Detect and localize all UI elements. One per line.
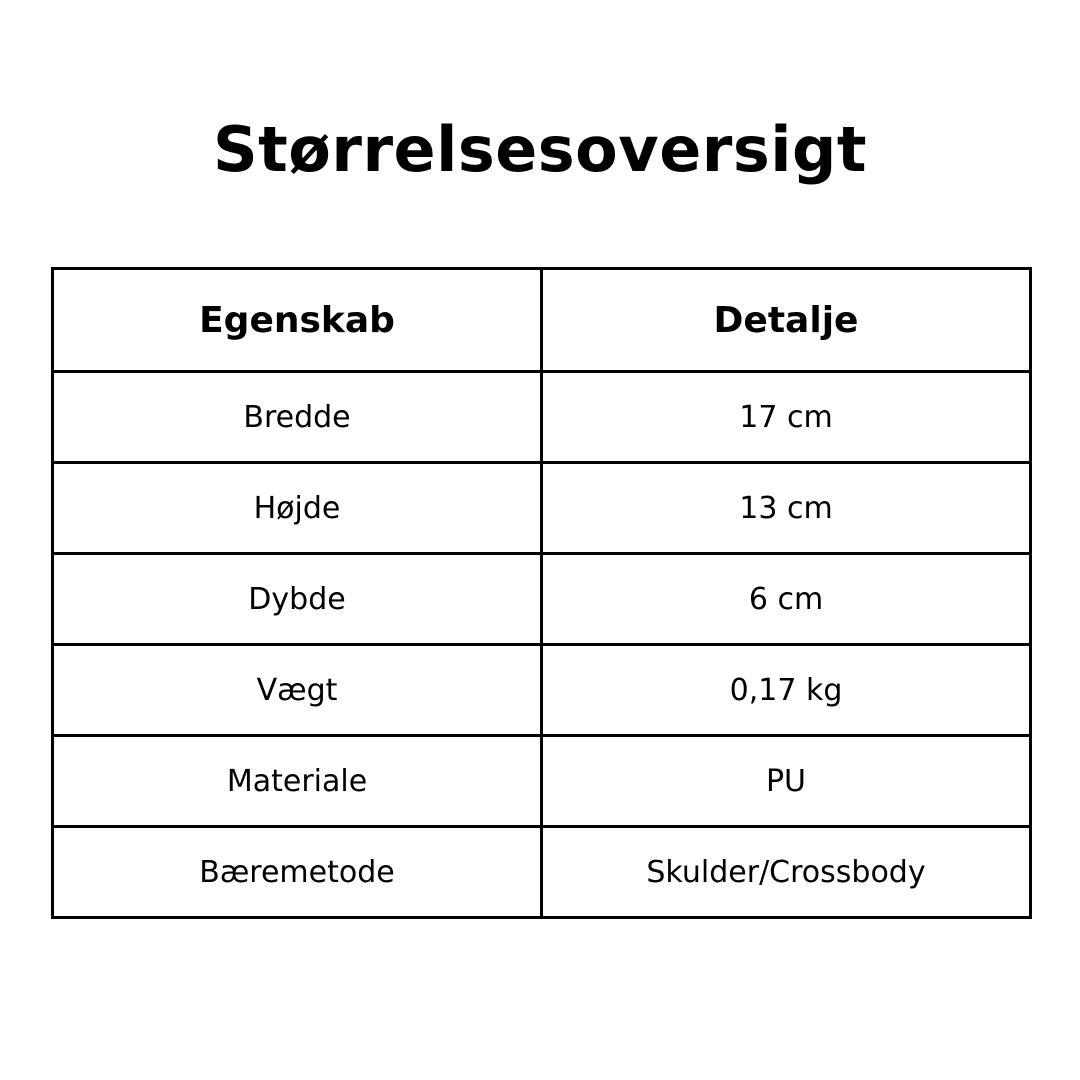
property-cell: Vægt: [53, 645, 542, 736]
size-table: [51, 267, 1032, 919]
property-cell: Bæremetode: [53, 827, 542, 918]
table-row: [53, 736, 1031, 827]
property-cell: Bredde: [53, 372, 542, 463]
detail-cell: PU: [542, 736, 1031, 827]
property-cell: Dybde: [53, 554, 542, 645]
table-row: [53, 554, 1031, 645]
column-header-detail: Detalje: [542, 269, 1031, 372]
table-row: [53, 827, 1031, 918]
table-row: [53, 463, 1031, 554]
detail-cell: 17 cm: [542, 372, 1031, 463]
table-header-row: [53, 269, 1031, 372]
property-cell: Højde: [53, 463, 542, 554]
property-cell: Materiale: [53, 736, 542, 827]
detail-cell: 6 cm: [542, 554, 1031, 645]
table-row: [53, 372, 1031, 463]
detail-cell: 0,17 kg: [542, 645, 1031, 736]
table-row: [53, 645, 1031, 736]
detail-cell: Skulder/Crossbody: [542, 827, 1031, 918]
page-title: Størrelsesoversigt: [212, 113, 867, 186]
detail-cell: 13 cm: [542, 463, 1031, 554]
column-header-property: Egenskab: [53, 269, 542, 372]
